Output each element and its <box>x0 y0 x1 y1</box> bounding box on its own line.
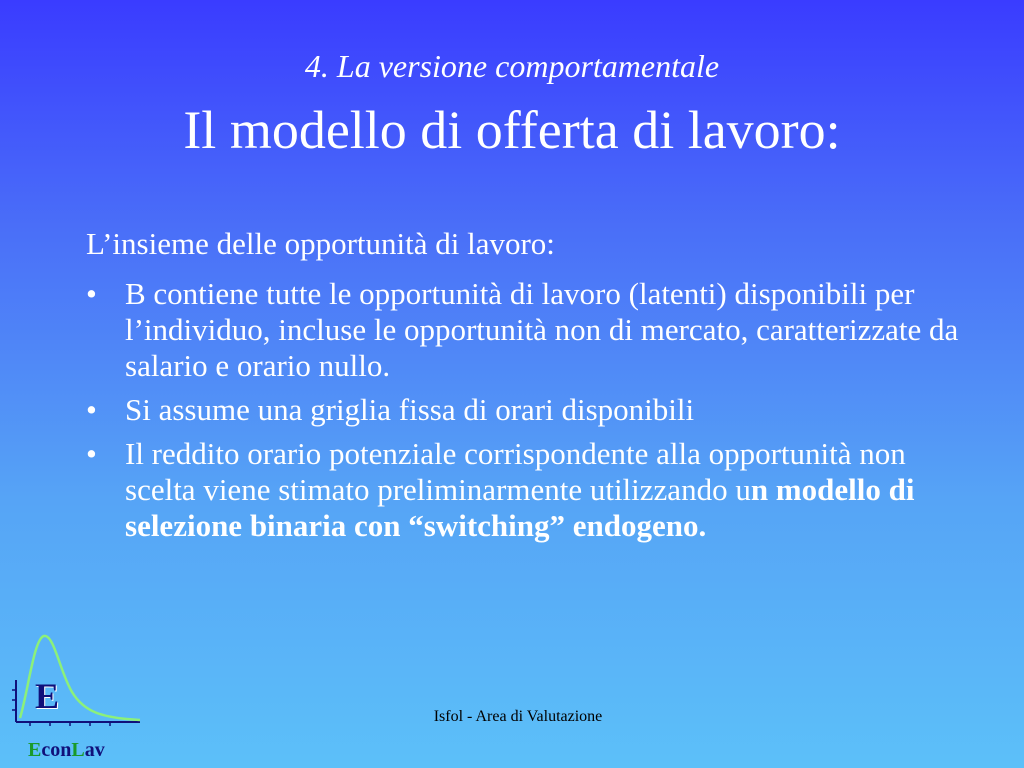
footer-text: Isfol - Area di Valutazione <box>433 708 603 725</box>
bullet-icon: • <box>86 276 97 311</box>
bullet-text: B contiene tutte le opportunità di lavoro (latenti) disponibili per l’individuo, incluse le opportunità non di mercato, caratterizzate da salario e orario nullo. <box>125 276 959 383</box>
bullet-text: Il reddito orario potenziale corrispondente alla opportunità non scelta viene stimato preliminarmente utilizzando u <box>125 436 906 507</box>
slide-title: Il modello di offerta di lavoro: <box>183 100 841 160</box>
logo-letter: E <box>35 676 60 716</box>
intro-text: L’insieme delle opportunità di lavoro: <box>86 226 555 261</box>
bullet-list <box>86 276 966 552</box>
slide-subtitle: 4. La versione comportamentale <box>304 48 720 84</box>
bullet-item <box>86 436 966 544</box>
logo-name: EconLav <box>28 739 105 761</box>
bullet-item <box>86 392 966 428</box>
bullet-bold-text: n modello di selezione binaria con “switching” endogeno. <box>125 472 915 543</box>
bullet-item <box>86 276 966 384</box>
bullet-icon: • <box>86 436 97 471</box>
econlav-logo <box>10 632 150 764</box>
distribution-curve-icon <box>10 632 150 732</box>
bullet-icon: • <box>86 392 97 427</box>
bullet-text: Si assume una griglia fissa di orari disponibili <box>125 392 695 427</box>
